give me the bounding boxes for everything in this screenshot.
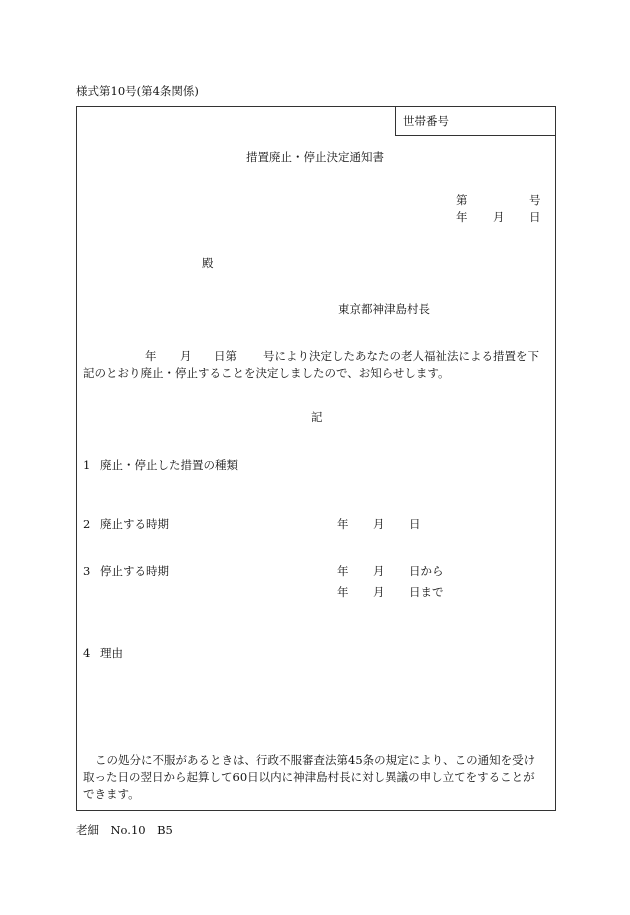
body-month: 月 bbox=[180, 349, 192, 363]
item2-year: 年 bbox=[337, 517, 349, 531]
body-text-line1: 号により決定したあなたの老人福祉法による措置を下 bbox=[263, 349, 539, 363]
body-year: 年 bbox=[145, 349, 157, 363]
notice-line2: 取った日の翌日から起算して60日以内に神津島村長に対し異議の申し立てをすることが bbox=[83, 770, 535, 784]
doc-date-month: 月 bbox=[493, 210, 505, 224]
item1-number: 1 bbox=[83, 458, 91, 472]
issuer-name: 東京都神津島村長 bbox=[338, 302, 430, 316]
item4-label: 理由 bbox=[100, 646, 123, 660]
item1-label: 廃止・停止した措置の種類 bbox=[100, 458, 238, 472]
item3-year-end: 年 bbox=[337, 585, 349, 599]
doc-number-suffix: 号 bbox=[529, 193, 541, 207]
item4-number: 4 bbox=[83, 646, 91, 660]
item3-number: 3 bbox=[83, 564, 91, 578]
notice-line3: できます。 bbox=[83, 787, 140, 801]
document-title: 措置廃止・停止決定通知書 bbox=[246, 150, 384, 164]
item3-month: 月 bbox=[373, 564, 385, 578]
item2-label: 廃止する時期 bbox=[100, 517, 169, 531]
item2-month: 月 bbox=[373, 517, 385, 531]
household-number-label: 世帯番号 bbox=[403, 114, 449, 128]
item3-day-to: 日まで bbox=[409, 585, 444, 599]
doc-number-prefix: 第 bbox=[456, 193, 468, 207]
addressee-suffix: 殿 bbox=[202, 256, 214, 270]
ki-heading: 記 bbox=[311, 410, 323, 424]
doc-date-day: 日 bbox=[529, 210, 541, 224]
item3-year: 年 bbox=[337, 564, 349, 578]
item2-number: 2 bbox=[83, 517, 91, 531]
item3-month-end: 月 bbox=[373, 585, 385, 599]
item3-label: 停止する時期 bbox=[100, 564, 169, 578]
notice-line1: この処分に不服があるときは、行政不服審査法第45条の規定により、この通知を受け bbox=[95, 753, 536, 767]
footer-code: 老細 No.10 B5 bbox=[76, 823, 173, 837]
item2-day: 日 bbox=[409, 517, 421, 531]
form-number: 様式第10号(第4条関係) bbox=[76, 84, 199, 98]
body-text-line2: 記のとおり廃止・停止することを決定しましたので、お知らせします。 bbox=[83, 366, 450, 380]
doc-date-year: 年 bbox=[456, 210, 468, 224]
item3-day-from: 日から bbox=[409, 564, 444, 578]
body-day-prefix: 日第 bbox=[214, 349, 237, 363]
